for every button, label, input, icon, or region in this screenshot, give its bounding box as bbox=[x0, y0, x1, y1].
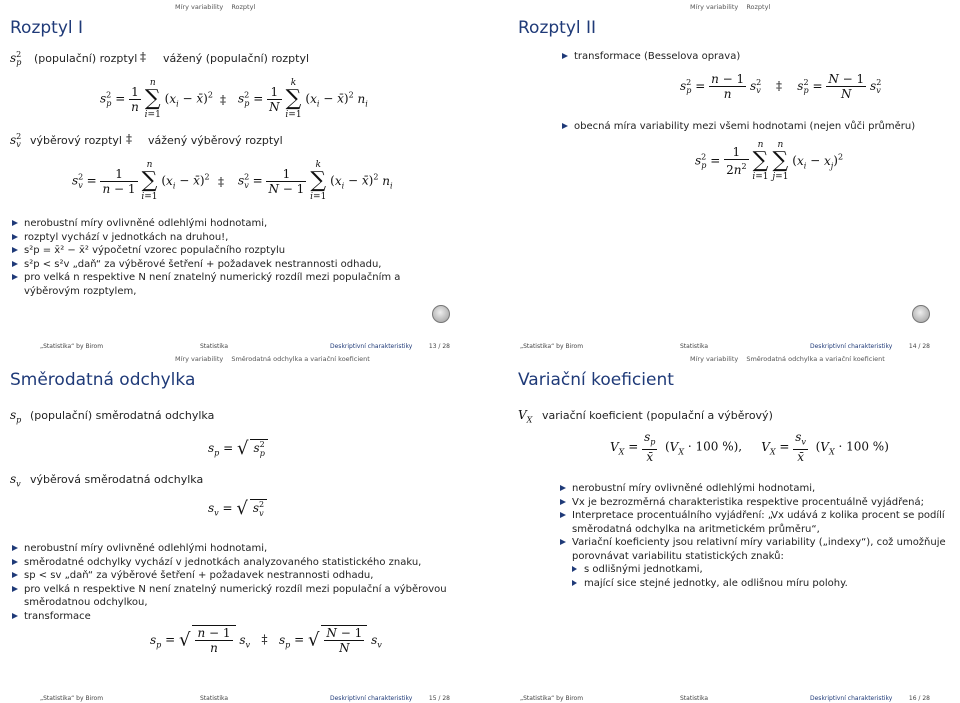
footer-section[interactable]: Deskriptivní charakteristiky bbox=[330, 343, 413, 350]
list-item: transformace bbox=[10, 610, 460, 624]
nav-bar[interactable] bbox=[690, 355, 891, 363]
formula-sample-sd: $s_v$ = √ $s^2_v$ bbox=[208, 498, 267, 519]
bullet-list bbox=[10, 542, 460, 623]
nav-bar[interactable] bbox=[175, 3, 261, 11]
bullet-list bbox=[560, 120, 955, 134]
list-item: s²p < s²v „daň“ za výběrové šetření + požadavek nestrannosti odhadu, bbox=[10, 258, 450, 272]
footer-page: 15 / 28 bbox=[428, 695, 450, 702]
footer-author: „Statistika“ by Birom bbox=[40, 343, 104, 350]
nav-section[interactable]: Míry variability bbox=[175, 355, 224, 363]
bullet-list bbox=[560, 50, 940, 64]
sub-list-container bbox=[558, 563, 948, 590]
nav-section[interactable]: Míry variability bbox=[690, 3, 739, 11]
list-item: nerobustní míry ovlivněné odlehlými hodnotami, bbox=[10, 542, 460, 556]
sub-list-item: s odlišnými jednotkami, bbox=[558, 563, 948, 577]
formula-bessel-correction: $s^2_p$ = $\frac{n - 1}{n}$ $s^2_v$ ‡ $s^2_p$ = $\frac{N - 1}{N}$ $s^2_v$ bbox=[680, 72, 882, 101]
slide-title: Variační koeficient bbox=[518, 370, 674, 390]
footer-author: „Statistika“ by Birom bbox=[520, 343, 584, 350]
footer-author: „Statistika“ by Birom bbox=[520, 695, 584, 702]
weighted-population-variance-label: vážený (populační) rozptyl bbox=[163, 52, 310, 65]
formula-coefficient-of-variation: $V_X$ = $\frac{s_p}{x̄}$ ($V_X \cdot 100$ %), $V_X$ = $\frac{s_v}{x̄}$ ($V_X \cdot 100$ %) bbox=[610, 430, 889, 465]
footer-section[interactable]: Deskriptivní charakteristiky bbox=[330, 695, 413, 702]
list-item: rozptyl vychází v jednotkách na druhou!, bbox=[10, 231, 450, 245]
sample-variance-label: výběrový rozptyl bbox=[30, 134, 122, 147]
nav-subsection[interactable]: Směrodatná odchylka a variační koeficient bbox=[231, 355, 370, 363]
footer-course: Statistika bbox=[680, 695, 709, 702]
list-item: s²p = x̄² − x̄² výpočetní vzorec populačního rozptylu bbox=[10, 244, 450, 258]
sp2-symbol: $s^2_p$ bbox=[10, 50, 22, 68]
list-item: Interpretace procentuálního vyjádření: „Vx udává z kolika procent se podílí směrodatná odchylka na aritmetickém průměru“, bbox=[558, 509, 948, 536]
slide-13 bbox=[0, 0, 480, 351]
list-item: transformace (Besselova oprava) bbox=[560, 50, 940, 64]
list-item: sp < sv „daň“ za výběrové šetření + požadavek nestrannosti odhadu, bbox=[10, 569, 460, 583]
list-item: nerobustní míry ovlivněné odlehlými hodnotami, bbox=[10, 217, 450, 231]
formula-sd-transformation: $s_p$ = √ $\frac{n - 1}{n}$ $s_v$ ‡ $s_p$ = √ $\frac{N - 1}{N}$ $s_v$ bbox=[150, 626, 382, 655]
population-variance-label: (populační) rozptyl bbox=[34, 52, 138, 65]
double-dagger: ‡ bbox=[140, 50, 146, 64]
footer-section[interactable]: Deskriptivní charakteristiky bbox=[810, 343, 893, 350]
footer-course: Statistika bbox=[200, 695, 229, 702]
sample-sd-label: výběrová směrodatná odchylka bbox=[30, 473, 204, 486]
slide-title: Rozptyl II bbox=[518, 18, 597, 38]
formula-sample-variance: $s^2_v$ = $\frac{1}{n - 1}$ n ∑ i=1 ($x_i$ − x̄)$^2$ bbox=[72, 160, 210, 202]
formula-weighted-sample-variance: $s^2_v$ = $\frac{1}{N - 1}$ k ∑ i=1 ($x_i$ − x̄)$^2$ $n_i$ bbox=[238, 160, 393, 202]
nav-subsection[interactable]: Rozptyl bbox=[746, 3, 771, 11]
nav-bar[interactable] bbox=[690, 3, 776, 11]
nav-subsection[interactable]: Rozptyl bbox=[231, 3, 256, 11]
university-logo bbox=[432, 305, 450, 323]
footer-author: „Statistika“ by Birom bbox=[40, 695, 104, 702]
sv2-symbol: $s^2_v$ bbox=[10, 132, 22, 150]
formula-population-sd: $s_p$ = √ $s^2_p$ bbox=[208, 438, 268, 459]
list-item: nerobustní míry ovlivněné odlehlými hodnotami, bbox=[558, 482, 948, 496]
double-dagger: ‡ bbox=[126, 132, 132, 146]
formula-weighted-population-variance: $s^2_p$ = $\frac{1}{N}$ k ∑ i=1 ($x_i$ − x̄)$^2$ $n_i$ bbox=[238, 78, 368, 120]
sv-symbol: $s_v$ bbox=[10, 472, 21, 489]
list-item: pro velká n respektive N není znatelný numerický rozdíl mezi populační a výběrovou směrodatnou odchylkou, bbox=[10, 583, 460, 610]
double-dagger: ‡ bbox=[220, 93, 226, 107]
slide-15 bbox=[0, 352, 480, 703]
slide-14 bbox=[480, 0, 960, 351]
weighted-sample-variance-label: vážený výběrový rozptyl bbox=[148, 134, 283, 147]
bullet-list bbox=[10, 217, 450, 298]
footer-page: 14 / 28 bbox=[908, 343, 930, 350]
list-item: Vx je bezrozměrná charakteristika respektive procentuálně vyjádřená; bbox=[558, 496, 948, 510]
formula-population-variance: $s^2_p$ = $\frac{1}{n}$ n ∑ i=1 ($x_i$ − x̄)$^2$ bbox=[100, 78, 213, 120]
vx-symbol: $V_X$ bbox=[518, 408, 533, 425]
sub-list-item: mající sice stejné jednotky, ale odlišnou míru polohy. bbox=[558, 577, 948, 591]
list-item: směrodatné odchylky vychází v jednotkách analyzovaného statistického znaku, bbox=[10, 556, 460, 570]
slide-16 bbox=[480, 352, 960, 703]
nav-section[interactable]: Míry variability bbox=[690, 355, 739, 363]
slide-title: Směrodatná odchylka bbox=[10, 370, 196, 390]
footer-section[interactable]: Deskriptivní charakteristiky bbox=[810, 695, 893, 702]
nav-subsection[interactable]: Směrodatná odchylka a variační koeficient bbox=[746, 355, 885, 363]
list-item: Variační koeficienty jsou relativní míry variability („indexy“), což umožňuje porovnávat variabilitu statistických znaků: bbox=[558, 536, 948, 563]
footer-page: 13 / 28 bbox=[428, 343, 450, 350]
sp-symbol: $s_p$ bbox=[10, 408, 22, 425]
nav-section[interactable]: Míry variability bbox=[175, 3, 224, 11]
cv-label: variační koeficient (populační a výběrový) bbox=[542, 409, 773, 422]
slide-title: Rozptyl I bbox=[10, 18, 84, 38]
footer-course: Statistika bbox=[200, 343, 229, 350]
formula-general-variability: $s^2_p$ = $\frac{1}{2n^2}$ n ∑ i=1 n ∑ j=1 $(x_i - x_j)^2$ bbox=[695, 140, 844, 182]
university-logo bbox=[912, 305, 930, 323]
footer-course: Statistika bbox=[680, 343, 709, 350]
population-sd-label: (populační) směrodatná odchylka bbox=[30, 409, 215, 422]
nav-bar[interactable] bbox=[175, 355, 376, 363]
list-item: obecná míra variability mezi všemi hodnotami (nejen vůči průměru) bbox=[560, 120, 955, 134]
double-dagger: ‡ bbox=[218, 175, 224, 189]
list-item: pro velká n respektive N není znatelný numerický rozdíl mezi populačním a výběrovým rozptylem, bbox=[10, 271, 450, 298]
bullet-list bbox=[558, 482, 948, 590]
footer-page: 16 / 28 bbox=[908, 695, 930, 702]
